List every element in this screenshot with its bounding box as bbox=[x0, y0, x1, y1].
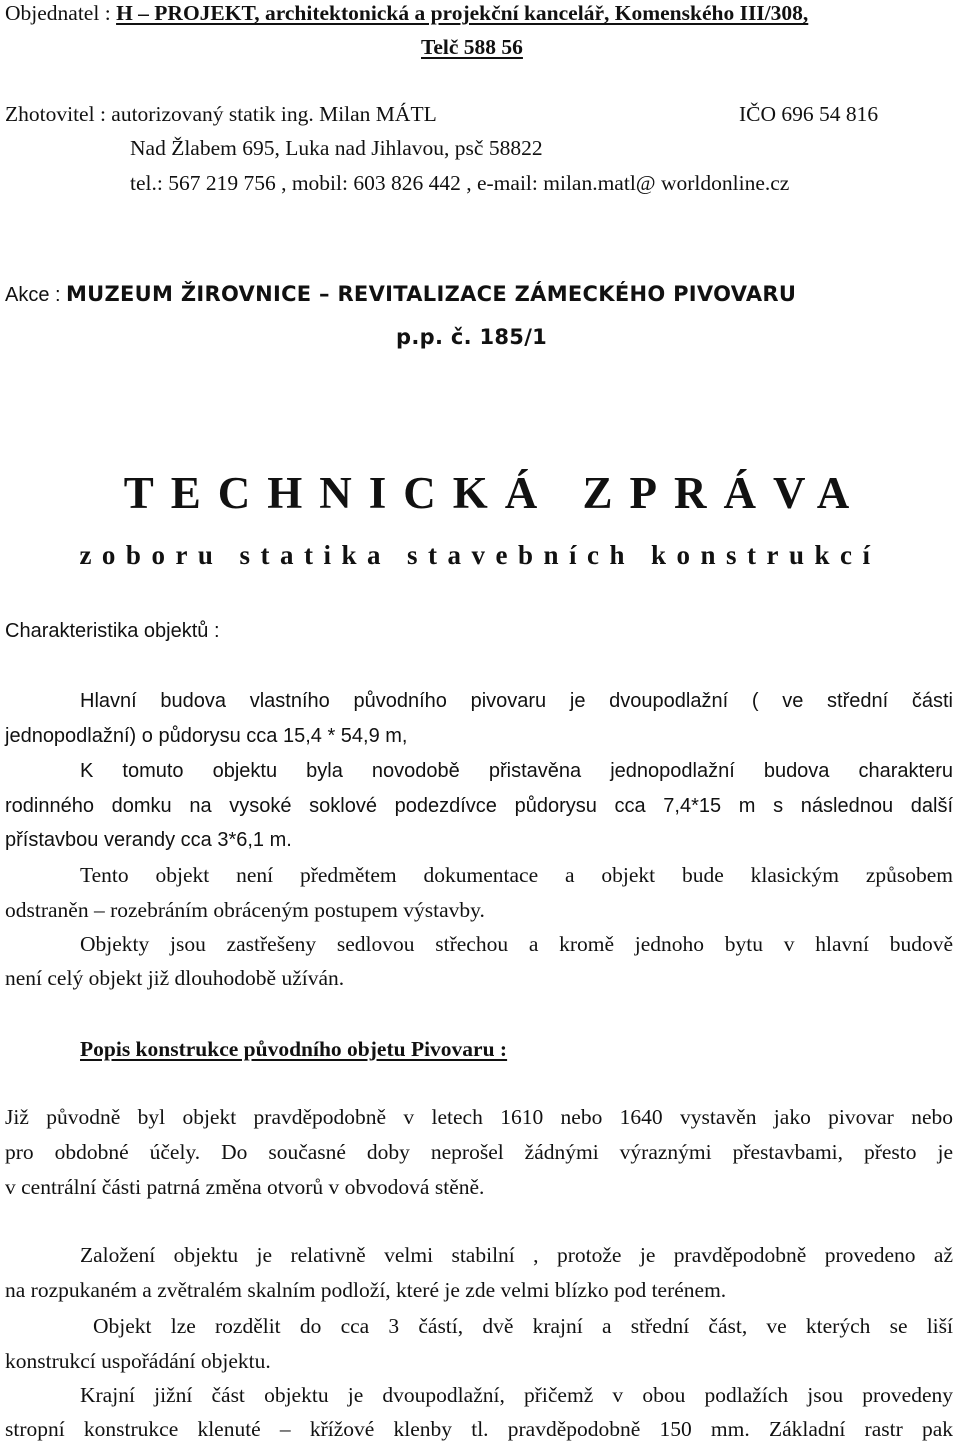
paragraph-line: pro obdobné účely. Do současné doby neprošel žádnými výraznými přestavbami, přesto je bbox=[5, 1140, 953, 1164]
section-heading-characteristics: Charakteristika objektů : bbox=[5, 620, 220, 642]
paragraph-line: Založení objektu je relativně velmi stabilní , protože je pravděpodobně provedeno až bbox=[80, 1243, 953, 1267]
paragraph-line: Již původně byl objekt pravděpodobně v letech 1610 nebo 1640 vystavěn jako pivovar nebo bbox=[5, 1105, 953, 1129]
client-label: Objednatel : bbox=[5, 1, 111, 25]
subtitle-word: stavebních bbox=[406, 540, 635, 570]
action-name: MUZEUM ŽIROVNICE – REVITALIZACE ZÁMECKÉHO PIVOVARU bbox=[65, 282, 797, 306]
contractor-line: Zhotovitel : autorizovaný statik ing. Milan MÁTL bbox=[5, 102, 437, 126]
action-line bbox=[5, 281, 796, 308]
subtitle-word: statika bbox=[239, 540, 391, 570]
paragraph-line: rodinného domku na vysoké soklové podezdívce půdorysu cca 7,4*15 m s následnou další bbox=[5, 795, 953, 817]
paragraph-line: Objekt lze rozdělit do cca 3 částí, dvě krajní a střední část, ve kterých se liší bbox=[93, 1314, 953, 1338]
paragraph-line: přístavbou verandy cca 3*6,1 m. bbox=[5, 829, 292, 851]
paragraph-line: K tomuto objektu byla novodobě přistavěna jednopodlažní budova charakteru bbox=[80, 760, 953, 782]
paragraph-line: na rozpukaném a zvětralém skalním podloží, které je zde velmi blízko pod terénem. bbox=[5, 1278, 727, 1302]
paragraph-line: není celý objekt již dlouhodobě užíván. bbox=[5, 966, 345, 990]
paragraph-line: Hlavní budova vlastního původního pivovaru je dvoupodlažní ( ve střední části bbox=[80, 690, 953, 712]
subtitle-word: zoboru bbox=[79, 540, 224, 570]
section-heading-construction: Popis konstrukce původního objetu Pivovaru : bbox=[80, 1037, 508, 1061]
paragraph-line: Krajní jižní část objektu je dvoupodlažní, přičemž v obou podlažích jsou provedeny bbox=[80, 1383, 953, 1407]
paragraph-line: jednopodlažní) o půdorysu cca 15,4 * 54,9 m, bbox=[5, 725, 408, 747]
client-city: Telč 588 56 bbox=[421, 35, 523, 59]
contractor-address: Nad Žlabem 695, Luka nad Jihlavou, psč 58822 bbox=[130, 136, 543, 160]
contractor-contact: tel.: 567 219 756 , mobil: 603 826 442 , e-mail: milan.matl@ worldonline.cz bbox=[130, 171, 790, 195]
report-title: TECHNICKÁ ZPRÁVA bbox=[123, 468, 867, 518]
action-label: Akce : bbox=[5, 284, 61, 306]
paragraph-line: Objekty jsou zastřešeny sedlovou střechou a kromě jednoho bytu v hlavní budově bbox=[80, 932, 953, 956]
paragraph-line: odstraněn – rozebráním obráceným postupem výstavby. bbox=[5, 898, 485, 922]
parcel-number: p.p. č. 185/1 bbox=[396, 325, 548, 349]
paragraph-line: Tento objekt není předmětem dokumentace a objekt bude klasickým způsobem bbox=[80, 863, 953, 887]
subtitle-word: konstrukcí bbox=[651, 540, 881, 570]
client-line bbox=[5, 0, 808, 26]
paragraph-line: stropní konstrukce klenuté – křížové klenby tl. pravděpodobně 150 mm. Základní rastr pak bbox=[5, 1417, 953, 1441]
client-name: H – PROJEKT, architektonická a projekční kancelář, Komenského III/308, bbox=[116, 1, 809, 25]
contractor-ico: IČO 696 54 816 bbox=[739, 102, 879, 126]
paragraph-line: v centrální části patrná změna otvorů v obvodová stěně. bbox=[5, 1175, 485, 1199]
paragraph-line: konstrukcí uspořádání objektu. bbox=[5, 1349, 271, 1373]
report-subtitle bbox=[0, 540, 960, 570]
